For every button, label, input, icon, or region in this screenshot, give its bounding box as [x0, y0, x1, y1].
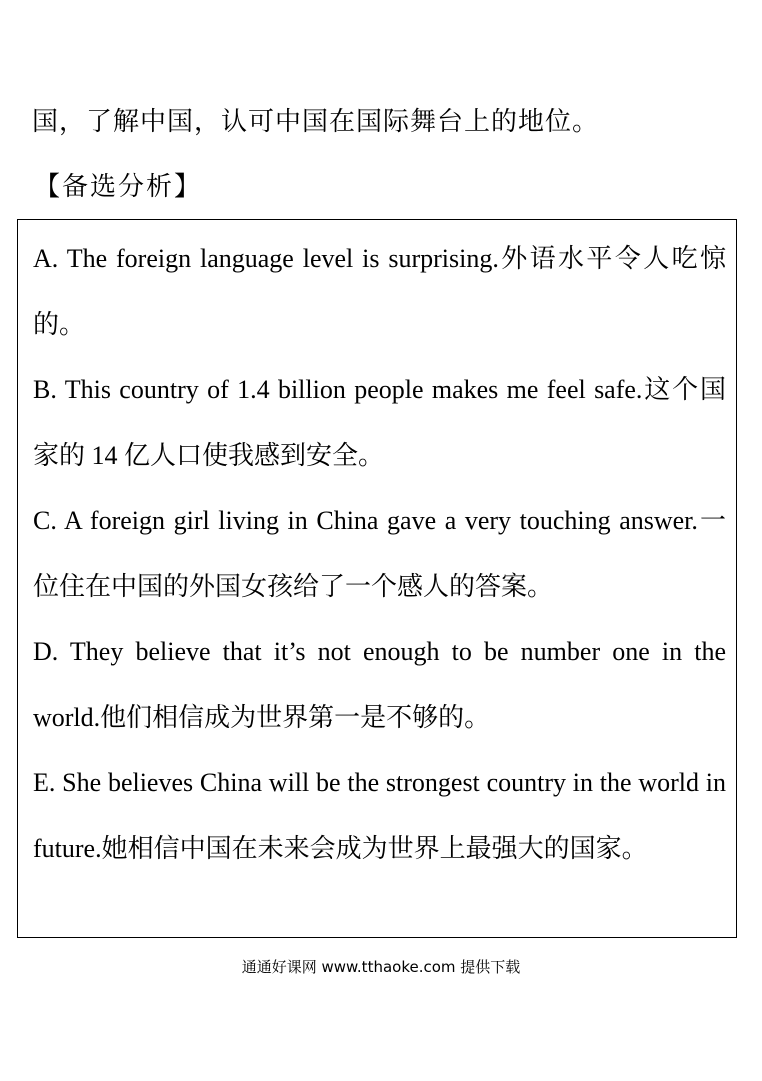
- option-d: D. They believe that it’s not enough to be number one in the world.他们相信成为世界第一是不够的。: [33, 637, 726, 732]
- intro-line: 国，了解中国，认可中国在国际舞台上的地位。: [32, 107, 600, 136]
- option-b: B. This country of 1.4 billion people makes me feel safe.这个国家的 14 亿人口使我感到安全。: [33, 375, 726, 470]
- options-box: [17, 219, 737, 938]
- option-a: A. The foreign language level is surprising.外语水平令人吃惊的。: [33, 244, 726, 339]
- footer-source: 通通好课网 www.tthaoke.com 提供下载: [241, 958, 521, 976]
- option-e: E. She believes China will be the strongest country in the world in future.她相信中国在未来会成为世界上最强大的国家。: [33, 768, 726, 863]
- option-c: C. A foreign girl living in China gave a very touching answer.一位住在中国的外国女孩给了一个感人的答案。: [33, 506, 726, 601]
- section-heading: 【备选分析】: [34, 172, 203, 201]
